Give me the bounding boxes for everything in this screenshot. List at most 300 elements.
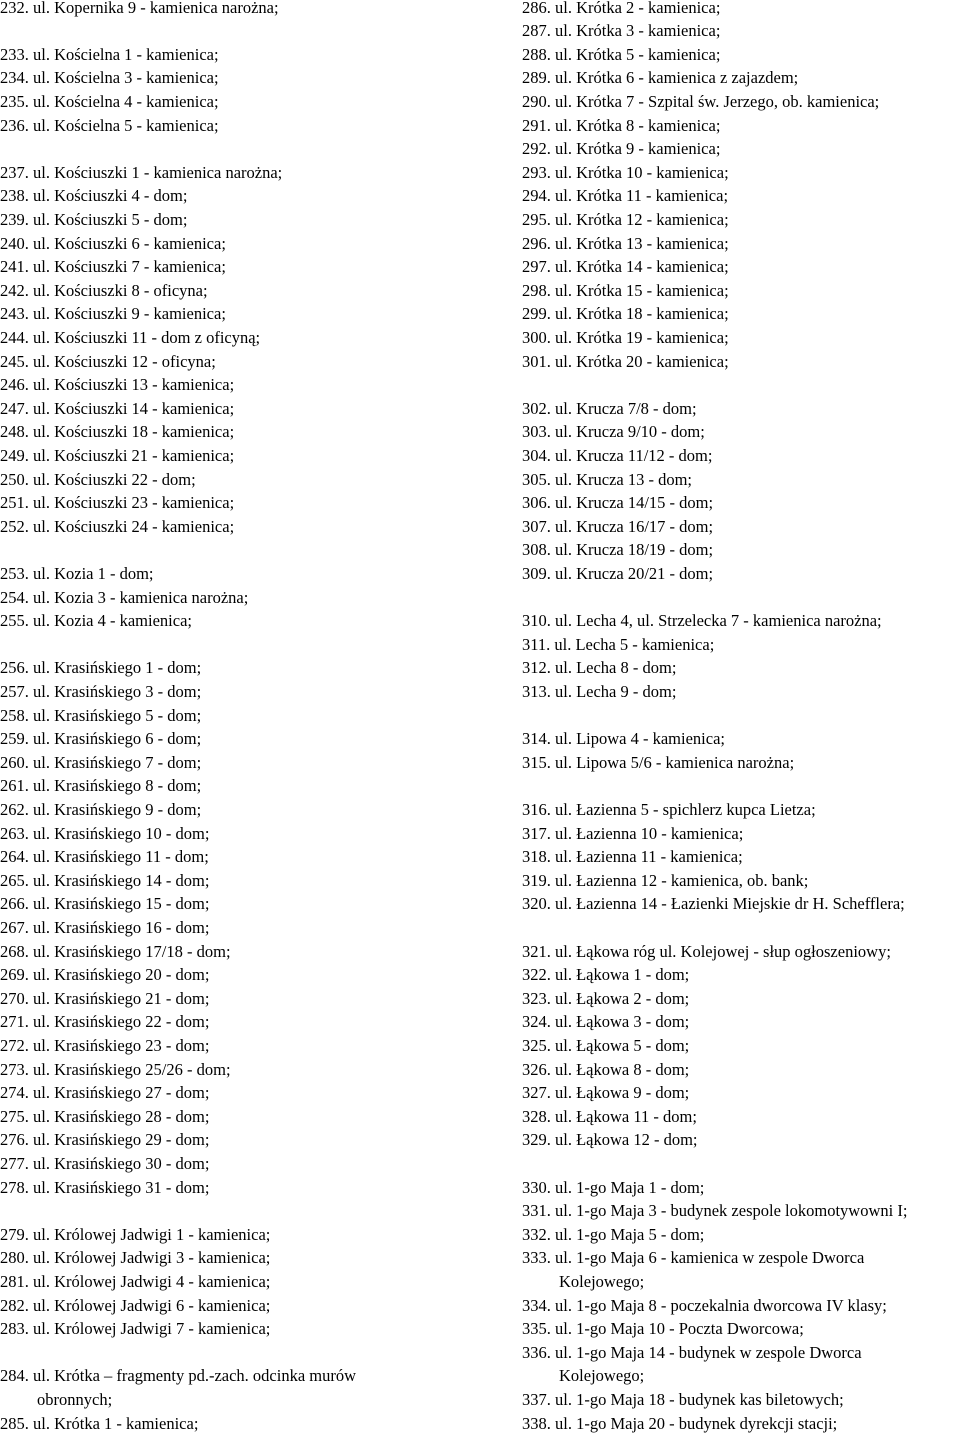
- item-number: 332.: [522, 1224, 551, 1244]
- list-item: [522, 184, 728, 208]
- item-number: 287.: [522, 21, 551, 41]
- item-number: 316.: [522, 799, 551, 819]
- item-text: ul. Lecha 4, ul. Strzelecka 7 - kamienica narożna;: [555, 611, 882, 631]
- item-text: ul. Kozia 3 - kamienica narożna;: [33, 587, 249, 607]
- item-text: ul. Krasińskiego 28 - dom;: [33, 1106, 210, 1126]
- item-number: 296.: [522, 233, 551, 253]
- item-text: ul. 1-go Maja 18 - budynek kas biletowych;: [555, 1389, 844, 1409]
- item-number: 302.: [522, 398, 551, 418]
- item-text: ul. Kościelna 1 - kamienica;: [33, 44, 219, 64]
- item-number: 234.: [0, 68, 29, 88]
- list-item: [0, 161, 282, 185]
- item-text: ul. Krótka – fragmenty pd.-zach. odcinka murów: [33, 1366, 357, 1386]
- list-item: [0, 468, 196, 492]
- list-item: [522, 1176, 704, 1200]
- list-item: [0, 397, 234, 421]
- list-item: [0, 1010, 209, 1034]
- item-number: 294.: [522, 186, 551, 206]
- item-text: ul. Kościuszki 21 - kamienica;: [33, 445, 235, 465]
- item-number: 280.: [0, 1248, 29, 1268]
- item-number: 252.: [0, 516, 29, 536]
- list-item: [0, 1152, 209, 1176]
- item-text: ul. Krasińskiego 22 - dom;: [33, 1012, 210, 1032]
- item-text: ul. 1-go Maja 6 - kamienica w zespole Dworca: [555, 1248, 865, 1268]
- item-text: ul. Krucza 16/17 - dom;: [555, 516, 714, 536]
- item-number: 313.: [522, 681, 551, 701]
- item-text: ul. 1-go Maja 14 - budynek w zespole Dworca: [555, 1342, 862, 1362]
- item-text: Kolejowego;: [559, 1271, 645, 1291]
- item-text: ul. Krucza 11/12 - dom;: [555, 445, 713, 465]
- item-text: ul. Łąkowa 8 - dom;: [555, 1059, 690, 1079]
- item-number: 309.: [522, 563, 551, 583]
- list-item: [522, 845, 743, 869]
- item-text: ul. Łazienna 10 - kamienica;: [555, 823, 744, 843]
- item-text: ul. Krasińskiego 5 - dom;: [33, 705, 202, 725]
- item-text: ul. Krótka 9 - kamienica;: [555, 139, 721, 159]
- list-item: [522, 1388, 844, 1412]
- item-text: ul. Królowej Jadwigi 6 - kamienica;: [33, 1295, 271, 1315]
- item-text: ul. 1-go Maja 1 - dom;: [555, 1177, 705, 1197]
- list-item: [522, 279, 729, 303]
- list-item: [0, 43, 219, 67]
- list-item: [0, 444, 234, 468]
- list-item: [522, 1317, 804, 1341]
- item-text: ul. Lecha 8 - dom;: [555, 658, 677, 678]
- list-item: [0, 1412, 198, 1436]
- item-number: 311.: [522, 634, 551, 654]
- list-item: [0, 1105, 209, 1129]
- list-item: [522, 1294, 887, 1318]
- item-text: ul. Łąkowa 11 - dom;: [555, 1106, 697, 1126]
- list-item: [0, 1034, 209, 1058]
- item-number: 253.: [0, 563, 29, 583]
- item-text: ul. 1-go Maja 10 - Poczta Dworcowa;: [555, 1319, 804, 1339]
- item-number: 299.: [522, 304, 551, 324]
- item-text: ul. Kościuszki 7 - kamienica;: [33, 257, 226, 277]
- list-item: [522, 66, 798, 90]
- list-item: [522, 822, 743, 846]
- item-text: ul. Łąkowa 2 - dom;: [555, 988, 690, 1008]
- list-item: [522, 562, 713, 586]
- item-number: 291.: [522, 115, 551, 135]
- item-text: ul. Krasińskiego 10 - dom;: [33, 823, 210, 843]
- item-number: 261.: [0, 776, 29, 796]
- list-item: [0, 774, 201, 798]
- item-number: 269.: [0, 965, 29, 985]
- item-number: 233.: [0, 44, 29, 64]
- list-item: [522, 869, 808, 893]
- item-number: 247.: [0, 398, 29, 418]
- item-number: 284.: [0, 1366, 29, 1386]
- list-item: [0, 1223, 270, 1247]
- item-text: ul. Krasińskiego 31 - dom;: [33, 1177, 210, 1197]
- item-text: ul. Kościelna 4 - kamienica;: [33, 91, 219, 111]
- item-number: 312.: [522, 658, 551, 678]
- list-item: [522, 1034, 689, 1058]
- item-number: 334.: [522, 1295, 551, 1315]
- list-item: [522, 751, 794, 775]
- list-item: [522, 515, 713, 539]
- list-item: [522, 350, 729, 374]
- list-item: [0, 0, 279, 19]
- item-text: ul. Kościelna 5 - kamienica;: [33, 115, 219, 135]
- item-text: ul. Łazienna 12 - kamienica, ob. bank;: [555, 870, 809, 890]
- item-text: ul. Krasińskiego 14 - dom;: [33, 870, 210, 890]
- item-number: 268.: [0, 941, 29, 961]
- item-number: 315.: [522, 752, 551, 772]
- item-text: ul. 1-go Maja 3 - budynek zespole lokomotywowni I;: [555, 1201, 908, 1221]
- list-item: [522, 727, 725, 751]
- list-item: [522, 1199, 907, 1223]
- item-text: ul. Lecha 5 - kamienica;: [554, 634, 715, 654]
- item-text: ul. Krótka 6 - kamienica z zajazdem;: [555, 68, 799, 88]
- item-text: ul. Krasińskiego 30 - dom;: [33, 1153, 210, 1173]
- item-text: ul. Krasińskiego 20 - dom;: [33, 965, 210, 985]
- list-item: [522, 302, 729, 326]
- item-number: 246.: [0, 375, 29, 395]
- item-number: 317.: [522, 823, 551, 843]
- item-number: 256.: [0, 658, 29, 678]
- item-number: 245.: [0, 351, 29, 371]
- item-number: 333.: [522, 1248, 551, 1268]
- item-number: 337.: [522, 1389, 551, 1409]
- item-text: ul. Kościuszki 24 - kamienica;: [33, 516, 235, 536]
- item-number: 322.: [522, 965, 551, 985]
- item-number: 300.: [522, 327, 551, 347]
- list-item: [0, 1270, 270, 1294]
- list-item: [0, 279, 208, 303]
- item-text: ul. Kozia 1 - dom;: [33, 563, 154, 583]
- item-number: 260.: [0, 752, 29, 772]
- item-text: ul. Krótka 2 - kamienica;: [555, 0, 721, 17]
- item-number: 293.: [522, 162, 551, 182]
- list-item: [522, 43, 720, 67]
- item-text: ul. Krasińskiego 17/18 - dom;: [33, 941, 231, 961]
- item-text: ul. Kościuszki 6 - kamienica;: [33, 233, 226, 253]
- item-text: ul. Krótka 10 - kamienica;: [555, 162, 729, 182]
- item-text: ul. Krucza 7/8 - dom;: [555, 398, 697, 418]
- list-item: [0, 1317, 270, 1341]
- item-number: 326.: [522, 1059, 551, 1079]
- list-item: [522, 633, 714, 657]
- item-text: ul. Krótka 7 - Szpital św. Jerzego, ob. kamienica;: [555, 91, 880, 111]
- list-item: [522, 892, 905, 916]
- item-text: ul. Łąkowa 1 - dom;: [555, 965, 690, 985]
- list-item: [0, 1176, 209, 1200]
- list-item: [522, 798, 816, 822]
- item-number: 265.: [0, 870, 29, 890]
- item-number: 273.: [0, 1059, 29, 1079]
- list-item: [522, 1010, 689, 1034]
- list-item: [0, 562, 154, 586]
- item-number: 259.: [0, 729, 29, 749]
- list-item-continuation: [0, 1388, 112, 1412]
- item-number: 297.: [522, 257, 551, 277]
- item-text: ul. Krucza 18/19 - dom;: [555, 540, 714, 560]
- item-number: 254.: [0, 587, 29, 607]
- list-item: [0, 255, 226, 279]
- item-text: ul. 1-go Maja 5 - dom;: [555, 1224, 705, 1244]
- list-item: [0, 751, 201, 775]
- item-number: 336.: [522, 1342, 551, 1362]
- list-item: [522, 963, 689, 987]
- list-item: [522, 1128, 698, 1152]
- item-text: ul. Kościelna 3 - kamienica;: [33, 68, 219, 88]
- item-number: 330.: [522, 1177, 551, 1197]
- item-number: 274.: [0, 1083, 29, 1103]
- list-item-continuation: [522, 1364, 644, 1388]
- list-item: [0, 1128, 209, 1152]
- item-number: 303.: [522, 422, 551, 442]
- item-number: 298.: [522, 280, 551, 300]
- list-item: [0, 1246, 270, 1270]
- item-text: ul. Krucza 13 - dom;: [555, 469, 693, 489]
- list-item: [522, 940, 891, 964]
- item-text: ul. Krótka 5 - kamienica;: [555, 44, 721, 64]
- item-number: 242.: [0, 280, 29, 300]
- list-item: [0, 798, 201, 822]
- list-item: [522, 1246, 864, 1270]
- list-item: [522, 1058, 689, 1082]
- item-text: ul. Krasińskiego 29 - dom;: [33, 1130, 210, 1150]
- item-number: 286.: [522, 0, 551, 17]
- item-text: ul. Łąkowa 5 - dom;: [555, 1035, 690, 1055]
- item-number: 324.: [522, 1012, 551, 1032]
- item-text: obronnych;: [37, 1389, 113, 1409]
- list-item: [522, 326, 729, 350]
- list-item: [0, 704, 201, 728]
- item-number: 266.: [0, 894, 29, 914]
- item-number: 262.: [0, 799, 29, 819]
- item-number: 288.: [522, 44, 551, 64]
- item-number: 276.: [0, 1130, 29, 1150]
- item-number: 308.: [522, 540, 551, 560]
- list-item: [522, 444, 712, 468]
- list-item: [0, 963, 209, 987]
- item-text: ul. Krucza 9/10 - dom;: [555, 422, 705, 442]
- item-text: ul. Królowej Jadwigi 4 - kamienica;: [33, 1271, 271, 1291]
- item-text: ul. Kościuszki 14 - kamienica;: [33, 398, 235, 418]
- item-text: ul. Krasińskiego 11 - dom;: [33, 847, 209, 867]
- item-text: ul. Łąkowa róg ul. Kolejowej - słup ogłoszeniowy;: [555, 941, 891, 961]
- item-text: ul. Krótka 11 - kamienica;: [555, 186, 729, 206]
- list-item: [522, 680, 676, 704]
- item-text: ul. Łazienna 5 - spichlerz kupca Lietza;: [555, 799, 816, 819]
- item-number: 239.: [0, 209, 29, 229]
- list-item: [522, 609, 882, 633]
- list-item: [522, 1341, 862, 1365]
- item-number: 277.: [0, 1153, 29, 1173]
- list-item-continuation: [522, 1270, 644, 1294]
- item-number: 314.: [522, 729, 551, 749]
- list-item: [0, 515, 234, 539]
- item-number: 301.: [522, 351, 551, 371]
- item-number: 282.: [0, 1295, 29, 1315]
- list-item: [0, 940, 231, 964]
- item-number: 327.: [522, 1083, 551, 1103]
- item-number: 329.: [522, 1130, 551, 1150]
- item-text: ul. Kościuszki 4 - dom;: [33, 186, 188, 206]
- item-text: ul. Krucza 20/21 - dom;: [555, 563, 714, 583]
- item-text: ul. Krasińskiego 23 - dom;: [33, 1035, 210, 1055]
- item-number: 292.: [522, 139, 551, 159]
- item-number: 238.: [0, 186, 29, 206]
- item-number: 285.: [0, 1413, 29, 1433]
- item-number: 240.: [0, 233, 29, 253]
- item-text: ul. Kościuszki 12 - oficyna;: [33, 351, 216, 371]
- item-number: 279.: [0, 1224, 29, 1244]
- item-text: ul. Krótka 8 - kamienica;: [555, 115, 721, 135]
- list-item: [522, 137, 720, 161]
- list-item: [0, 1081, 209, 1105]
- list-item: [522, 1081, 689, 1105]
- item-text: ul. Krótka 3 - kamienica;: [555, 21, 721, 41]
- list-item: [522, 161, 729, 185]
- item-text: ul. Krasińskiego 8 - dom;: [33, 776, 202, 796]
- item-text: ul. Kościuszki 22 - dom;: [33, 469, 196, 489]
- item-number: 304.: [522, 445, 551, 465]
- item-number: 271.: [0, 1012, 29, 1032]
- item-text: ul. Krasińskiego 15 - dom;: [33, 894, 210, 914]
- item-text: ul. Krasińskiego 7 - dom;: [33, 752, 202, 772]
- item-number: 281.: [0, 1271, 29, 1291]
- item-number: 235.: [0, 91, 29, 111]
- item-number: 237.: [0, 162, 29, 182]
- list-item: [0, 916, 209, 940]
- list-item: [0, 845, 209, 869]
- item-text: ul. Łazienna 14 - Łazienki Miejskie dr H. Schefflera;: [555, 894, 905, 914]
- item-text: ul. Krótka 15 - kamienica;: [555, 280, 729, 300]
- list-item: [522, 656, 676, 680]
- item-number: 290.: [522, 91, 551, 111]
- item-text: ul. Krasińskiego 9 - dom;: [33, 799, 202, 819]
- item-text: ul. Krótka 13 - kamienica;: [555, 233, 729, 253]
- item-number: 255.: [0, 611, 29, 631]
- item-number: 267.: [0, 917, 29, 937]
- list-item: [0, 822, 209, 846]
- item-number: 263.: [0, 823, 29, 843]
- list-item: [0, 892, 209, 916]
- item-number: 232.: [0, 0, 29, 17]
- item-text: ul. Kościuszki 13 - kamienica;: [33, 375, 235, 395]
- item-number: 306.: [522, 493, 551, 513]
- item-number: 241.: [0, 257, 29, 277]
- item-number: 243.: [0, 304, 29, 324]
- item-text: ul. Kopernika 9 - kamienica narożna;: [33, 0, 279, 17]
- item-text: ul. Krótka 18 - kamienica;: [555, 304, 729, 324]
- item-text: ul. Łąkowa 12 - dom;: [555, 1130, 698, 1150]
- list-item: [0, 586, 248, 610]
- list-item: [0, 1294, 270, 1318]
- item-number: 331.: [522, 1201, 551, 1221]
- list-item: [0, 727, 201, 751]
- list-item: [0, 609, 192, 633]
- item-text: Kolejowego;: [559, 1366, 645, 1386]
- item-text: ul. Kościuszki 11 - dom z oficyną;: [33, 327, 261, 347]
- item-text: ul. Krótka 20 - kamienica;: [555, 351, 729, 371]
- item-text: ul. Łąkowa 3 - dom;: [555, 1012, 690, 1032]
- item-number: 335.: [522, 1319, 551, 1339]
- item-text: ul. Krasińskiego 3 - dom;: [33, 681, 202, 701]
- list-item: [522, 1412, 837, 1436]
- list-item: [0, 987, 209, 1011]
- item-number: 305.: [522, 469, 551, 489]
- item-number: 318.: [522, 847, 551, 867]
- list-item: [0, 1364, 356, 1388]
- item-text: ul. Krasińskiego 25/26 - dom;: [33, 1059, 231, 1079]
- item-number: 278.: [0, 1177, 29, 1197]
- list-item: [522, 987, 689, 1011]
- item-number: 307.: [522, 516, 551, 536]
- item-number: 283.: [0, 1319, 29, 1339]
- list-item: [0, 350, 216, 374]
- list-item: [522, 491, 713, 515]
- item-number: 320.: [522, 894, 551, 914]
- item-text: ul. Krasińskiego 1 - dom;: [33, 658, 202, 678]
- item-text: ul. Kościuszki 23 - kamienica;: [33, 493, 235, 513]
- list-item: [522, 1105, 697, 1129]
- item-text: ul. Lipowa 4 - kamienica;: [555, 729, 725, 749]
- item-text: ul. Lecha 9 - dom;: [555, 681, 677, 701]
- item-text: ul. Łazienna 11 - kamienica;: [555, 847, 743, 867]
- list-item: [0, 302, 226, 326]
- item-number: 275.: [0, 1106, 29, 1126]
- list-item: [0, 114, 219, 138]
- item-number: 250.: [0, 469, 29, 489]
- list-item: [522, 397, 697, 421]
- list-item: [0, 373, 234, 397]
- list-item: [0, 208, 187, 232]
- item-number: 248.: [0, 422, 29, 442]
- list-item: [0, 491, 234, 515]
- item-text: ul. Krótka 1 - kamienica;: [33, 1413, 199, 1433]
- list-item: [0, 656, 201, 680]
- list-item: [0, 66, 219, 90]
- list-item: [0, 420, 234, 444]
- list-item: [522, 538, 713, 562]
- item-number: 270.: [0, 988, 29, 1008]
- list-item: [0, 184, 187, 208]
- item-text: ul. Łąkowa 9 - dom;: [555, 1083, 690, 1103]
- item-number: 249.: [0, 445, 29, 465]
- list-item: [0, 869, 209, 893]
- item-text: ul. Krasińskiego 6 - dom;: [33, 729, 202, 749]
- item-text: ul. Kościuszki 5 - dom;: [33, 209, 188, 229]
- item-number: 321.: [522, 941, 551, 961]
- item-text: ul. Kościuszki 1 - kamienica narożna;: [33, 162, 283, 182]
- item-number: 325.: [522, 1035, 551, 1055]
- item-number: 272.: [0, 1035, 29, 1055]
- list-item: [522, 114, 720, 138]
- item-number: 328.: [522, 1106, 551, 1126]
- list-item: [522, 90, 879, 114]
- item-text: ul. Lipowa 5/6 - kamienica narożna;: [555, 752, 795, 772]
- item-number: 289.: [522, 68, 551, 88]
- item-text: ul. Krasińskiego 21 - dom;: [33, 988, 210, 1008]
- item-number: 319.: [522, 870, 551, 890]
- item-number: 258.: [0, 705, 29, 725]
- list-item: [522, 255, 729, 279]
- item-text: ul. Krasińskiego 16 - dom;: [33, 917, 210, 937]
- list-item: [522, 0, 720, 19]
- list-item: [522, 19, 720, 43]
- list-item: [522, 420, 705, 444]
- item-text: ul. Krucza 14/15 - dom;: [555, 493, 714, 513]
- item-text: ul. Królowej Jadwigi 7 - kamienica;: [33, 1319, 271, 1339]
- list-item: [522, 232, 729, 256]
- list-item: [0, 1058, 231, 1082]
- item-number: 310.: [522, 611, 551, 631]
